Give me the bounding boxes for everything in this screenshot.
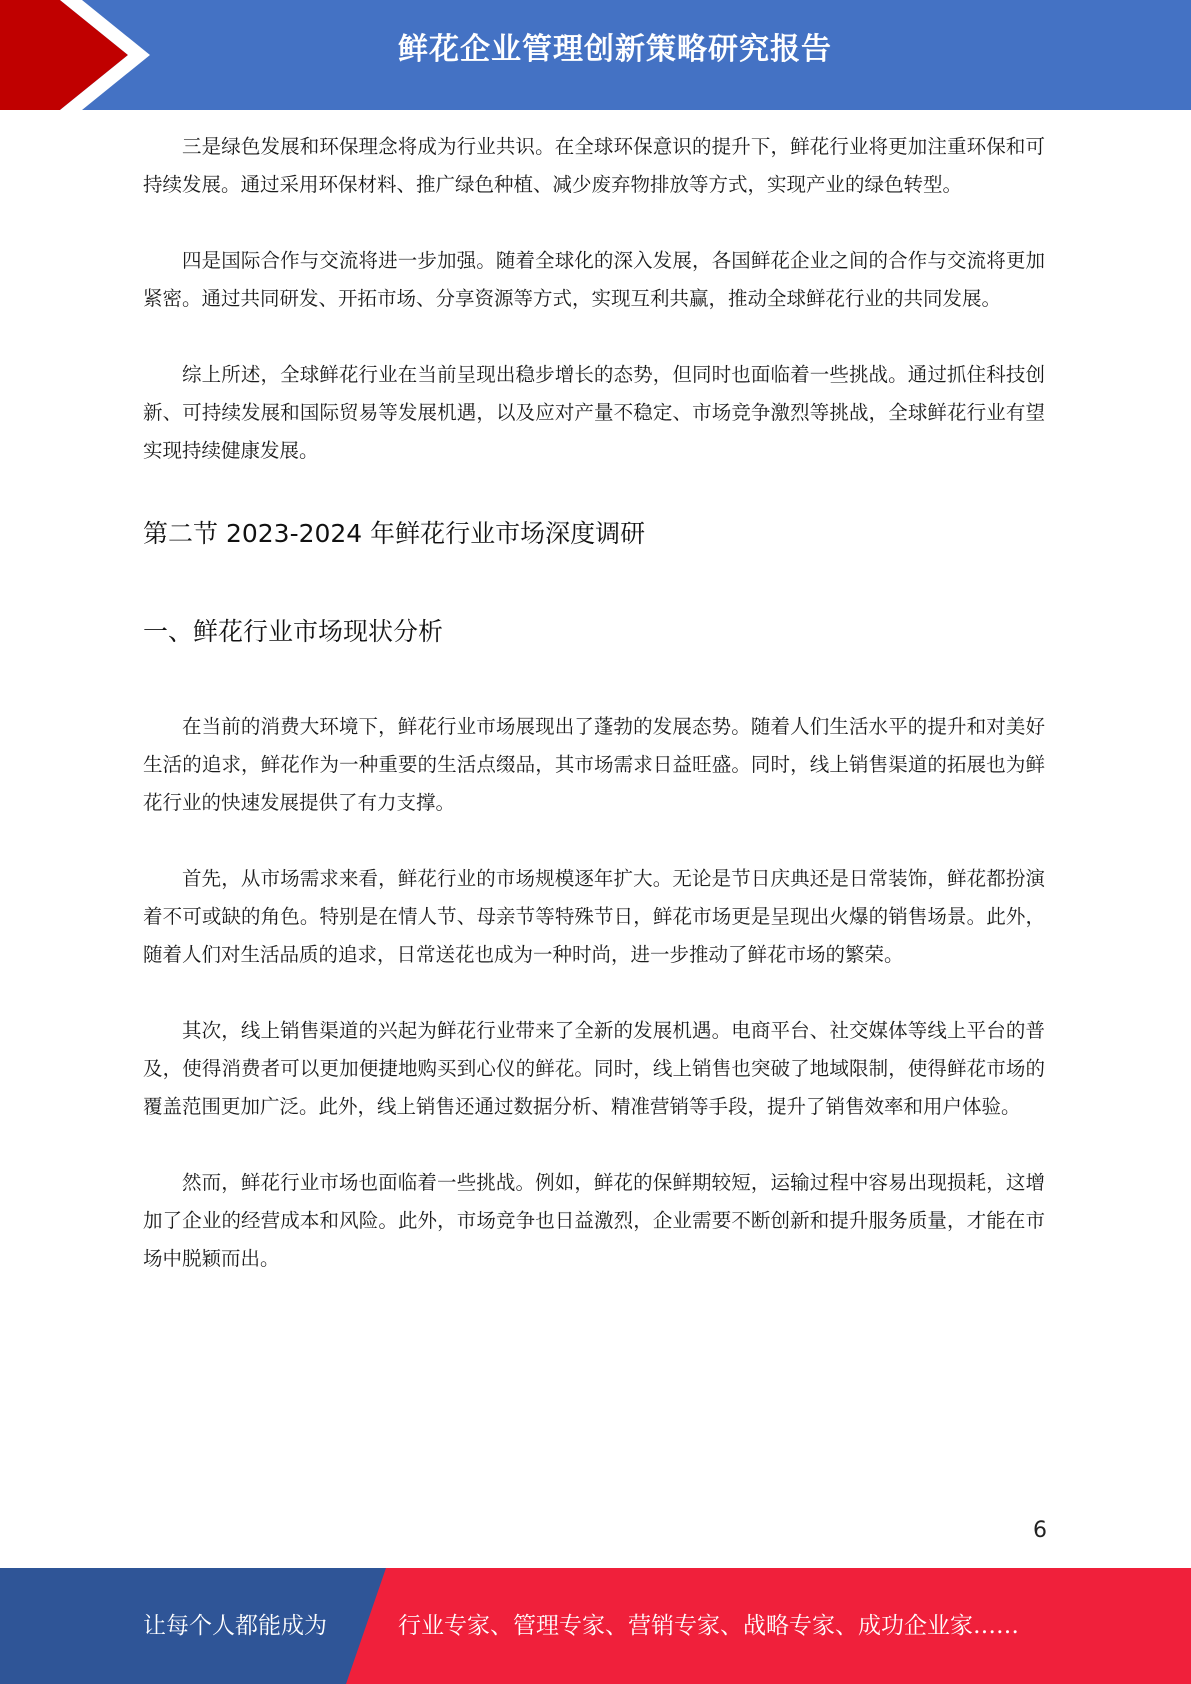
page-number: 6 bbox=[1033, 1518, 1047, 1543]
footer-slogan-right: 行业专家、管理专家、营销专家、战略专家、成功企业家…… bbox=[398, 1613, 1019, 1639]
paragraph: 三是绿色发展和环保理念将成为行业共识。在全球环保意识的提升下，鲜花行业将更加注重环保和可持续发展。通过采用环保材料、推广绿色种植、减少废弃物排放等方式，实现产业的绿色转型。 bbox=[143, 135, 1045, 196]
paragraph: 在当前的消费大环境下，鲜花行业市场展现出了蓬勃的发展态势。随着人们生活水平的提升和对美好生活的追求，鲜花作为一种重要的生活点缀品，其市场需求日益旺盛。同时，线上销售渠道的拓展也为鲜花行业的快速发展提供了有力支撑。 bbox=[143, 715, 1045, 814]
section-heading: 第二节 2023-2024 年鲜花行业市场深度调研 bbox=[143, 519, 646, 548]
paragraph: 首先，从市场需求来看，鲜花行业的市场规模逐年扩大。无论是节日庆典还是日常装饰，鲜花都扮演着不可或缺的角色。特别是在情人节、母亲节等特殊节日，鲜花市场更是呈现出火爆的销售场景。此外，随着人们对生活品质的追求，日常送花也成为一种时尚，进一步推动了鲜花市场的繁荣。 bbox=[143, 867, 1045, 966]
report-title: 鲜花企业管理创新策略研究报告 bbox=[398, 32, 832, 67]
page-header bbox=[0, 0, 1191, 110]
page-footer bbox=[0, 1568, 1191, 1684]
paragraph: 综上所述，全球鲜花行业在当前呈现出稳步增长的态势，但同时也面临着一些挑战。通过抓住科技创新、可持续发展和国际贸易等发展机遇，以及应对产量不稳定、市场竞争激烈等挑战，全球鲜花行业有望实现持续健康发展。 bbox=[143, 363, 1045, 462]
subsection-heading: 一、鲜花行业市场现状分析 bbox=[143, 617, 444, 646]
paragraph: 然而，鲜花行业市场也面临着一些挑战。例如，鲜花的保鲜期较短，运输过程中容易出现损耗，这增加了企业的经营成本和风险。此外，市场竞争也日益激烈，企业需要不断创新和提升服务质量，才能在市场中脱颖而出。 bbox=[143, 1171, 1045, 1270]
paragraph: 其次，线上销售渠道的兴起为鲜花行业带来了全新的发展机遇。电商平台、社交媒体等线上平台的普及，使得消费者可以更加便捷地购买到心仪的鲜花。同时，线上销售也突破了地域限制，使得鲜花市场的覆盖范围更加广泛。此外，线上销售还通过数据分析、精准营销等手段，提升了销售效率和用户体验。 bbox=[143, 1019, 1045, 1118]
page-content bbox=[143, 128, 1045, 1278]
paragraph: 四是国际合作与交流将进一步加强。随着全球化的深入发展，各国鲜花企业之间的合作与交流将更加紧密。通过共同研发、开拓市场、分享资源等方式，实现互利共赢，推动全球鲜花行业的共同发展。 bbox=[143, 249, 1045, 310]
footer-slogan-left: 让每个人都能成为 bbox=[143, 1613, 327, 1639]
